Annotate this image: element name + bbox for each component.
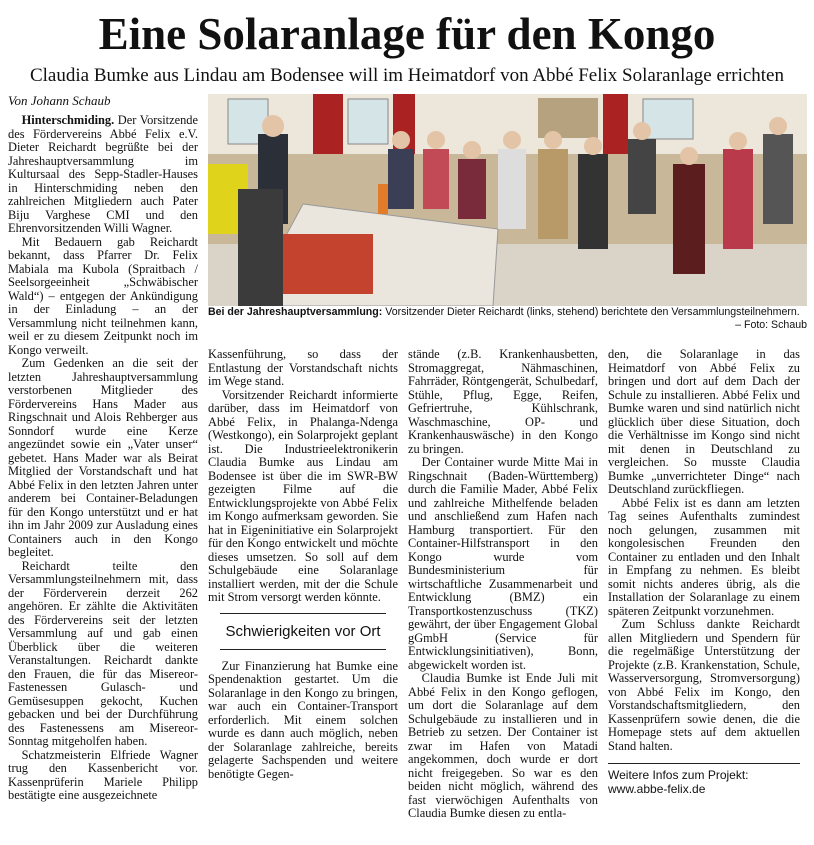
byline: Von Johann Schaub: [8, 93, 111, 108]
paragraph: Hinterschmiding. Der Vorsitzende des Fördervereins Abbé Felix e.V. Dieter Reichardt begrüßte bei der Jahreshauptversammlung im Kultursaal des Sepp-Stadler-Hauses in Hinterschmiding neben den zahlreichen Mitgliedern auch Pater Biju Varghese CMI und den Ehrenvorsitzenden Willi Wagner.: [8, 113, 198, 235]
paragraph: Schatzmeisterin Elfriede Wagner trug den Kassenbericht vor. Kassenprüferin Mariele Philipp bestätigte eine ausgezeichnete: [8, 747, 198, 802]
caption-text: Vorsitzender Dieter Reichardt (links, stehend) berichtete den Versammlungsteilnehmern.: [382, 306, 800, 318]
paragraph: Der Container wurde Mitte Mai in Ringschnait (Baden-Württemberg) durch die Familie Mader, Abbé Felix und zahlreiche Mithelfende beladen und anschließend zum Hafen nach Hamburg transportiert. Für den Container-Hilfstransport in den Kongo wurde vom Bundesministerium für wirtschaftliche Zusammenarbeit und Entwicklung (BMZ) ein Transportkostenzuschuss (TKZ) gewährt, der über Engagement Global gGmbH (Service für Entwicklungsinitiativen), Bonn, abgewickelt worden ist.: [408, 455, 598, 672]
headline: Eine Solaranlage für den Kongo: [98, 9, 716, 59]
section-subheading: Schwierigkeiten vor Ort: [220, 613, 386, 650]
dateline: Hinterschmiding.: [21, 113, 115, 127]
further-info-link[interactable]: Weitere Infos zum Projekt: www.abbe-felix.de: [608, 763, 800, 796]
photo-credit: – Foto: Schaub: [735, 319, 807, 331]
paragraph: Abbé Felix ist es dann am letzten Tag seines Aufenthalts zumindest noch gelungen, zusammen mit kongolesischen Freunden den Container zu entladen und den Inhalt in Empfang zu nehmen. Es bleibt somit nichts anderes übrig, als die Installation der Solaranlage zu einem späteren Zeitpunkt vorzunehmen.: [608, 495, 800, 618]
paragraph: Zum Gedenken an die seit der letzten Jahreshauptversammlung verstorbenen Mitglieder des Fördervereins Hans Mader aus Ringschnait und Alois Rehberger aus Sonndorf wurde eine Kerze angezündet sowie ein „Vater unser“ gebetet. Hans Mader war als Beirat Mitglied der Vorstandschaft und hat Abbé Felix in den letzten Jahren unter anderem bei Container-Beladungen für den Kongo unterstützt und er hat ihn im Jahr 2009 zur Ausladung eines Containers auch in den Kongo begleitet.: [8, 356, 198, 559]
paragraph: Kassenführung, so dass der Entlastung der Vorstandschaft nichts im Wege stand.: [208, 347, 398, 388]
column-4: [608, 348, 800, 796]
paragraph: Zur Finanzierung hat Bumke eine Spendenaktion gestartet. Um die Solaranlage in den Kongo zu bringen, war auch ein Container-Transport erforderlich. Mit einem solchen wurde es dann auch möglich, neben der Solaranlage zahlreiche, bereits gelagerte Sachspenden und weitere benötigte Gegen-: [208, 658, 398, 781]
paragraph: den, die Solaranlage in das Heimatdorf von Abbé Felix zu bringen und dort auf dem Dach der Schule zu installieren. Abbé Felix und Bumke waren und sind natürlich nicht glücklich über diese Situation, doch die Verhältnisse im Kongo sind nicht mit denen in Deutschland zu vergleichen. So musste Claudia Bumke „unverrichteter Dinge“ nach Deutschland zurückfliegen.: [608, 347, 800, 496]
subheadline: Claudia Bumke aus Lindau am Bodensee will im Heimatdorf von Abbé Felix Solaranlage errichten: [29, 65, 784, 86]
article-photo: [208, 94, 807, 306]
column-3: [408, 348, 598, 821]
paragraph: Reichardt teilte den Versammlungsteilnehmern mit, dass der Förderverein derzeit 262 angehören. Er zählte die Aktivitäten des Fördervereins seit der letzten Versammlung auf und gab einen Überblick über die weiteren Veranstaltungen. Reichardt dankte den Frauen, die für das Misereor-Fastenessen Gulasch- und Gemüsesuppen gekocht, Kuchen gebacken und bei der Durchführung des Fastenessens am Misereor-Sonntag mitgeholfen haben.: [8, 558, 198, 748]
column-1: [8, 114, 198, 803]
caption-lead: Bei der Jahreshauptversammlung:: [208, 306, 383, 318]
paragraph: Mit Bedauern gab Reichardt bekannt, dass Pfarrer Dr. Felix Mabiala ma Kubola (Spraitbach / Seelsorgeeinheit „Schwäbischer Wald“) – entgegen der Ankündigung in der Einladung – an der Versammlung nicht teilnehmen kann, weil er zu diesem Zeitpunkt noch im Kongo verweilt.: [8, 234, 198, 357]
paragraph: Zum Schluss dankte Reichardt allen Mitgliedern und Spendern für die regelmäßige Unterstützung der Projekte (z.B. Krankenstation, Schule, Wasserversorgung, Stromversorgung) von Abbé Felix im Kongo, den Vorstandschaftsmitgliedern, den Kassenprüfern sowie denen, die die Homepage stets auf dem aktuellen Stand halten.: [608, 617, 800, 753]
paragraph: stände (z.B. Krankenhausbetten, Stromaggregat, Nähmaschinen, Fahrräder, Röntgengerät, Schulbedarf, Stühle, Pflug, Egge, Reifen, Gefriertruhe, Kühlschrank, Waschmaschine, OP- und Krankenhauswäsche) in den Kongo zu bringen.: [408, 347, 598, 456]
meeting-photo-illustration: [208, 94, 807, 306]
paragraph: Claudia Bumke ist Ende Juli mit Abbé Felix in den Kongo geflogen, um dort die Solaranlage auf dem Schulgebäude zu installieren und in Betrieb zu setzen. Der Container ist zwar im Hafen von Matadi angekommen, doch wurde er dort nicht freigegeben. So war es den beiden nicht möglich, während des fast vierwöchigen Aufenthalts von Claudia Bumke diesen zu entla-: [408, 671, 598, 820]
paragraph: Vorsitzender Reichardt informierte darüber, dass im Heimatdorf von Abbé Felix, in Phalanga-Ndenga (Westkongo), ein Solarprojekt geplant ist. Die Industrieelektronikerin Claudia Bumke aus Lindau am Bodensee ist über die im SWR-BW gezeigten Filme auf die Entwicklungsprojekte von Abbé Felix im Kongo aufmerksam geworden. Sie hat in Eigeninitiative ein Solarprojekt für den Kongo entwickelt und möchte dieses umsetzen. So soll auf dem Schulgebäude eine Solaranlage installiert werden, mit der die Schule mit Strom versorgt werden könnte.: [208, 387, 398, 604]
column-2: [208, 348, 398, 781]
photo-caption: [208, 306, 807, 332]
